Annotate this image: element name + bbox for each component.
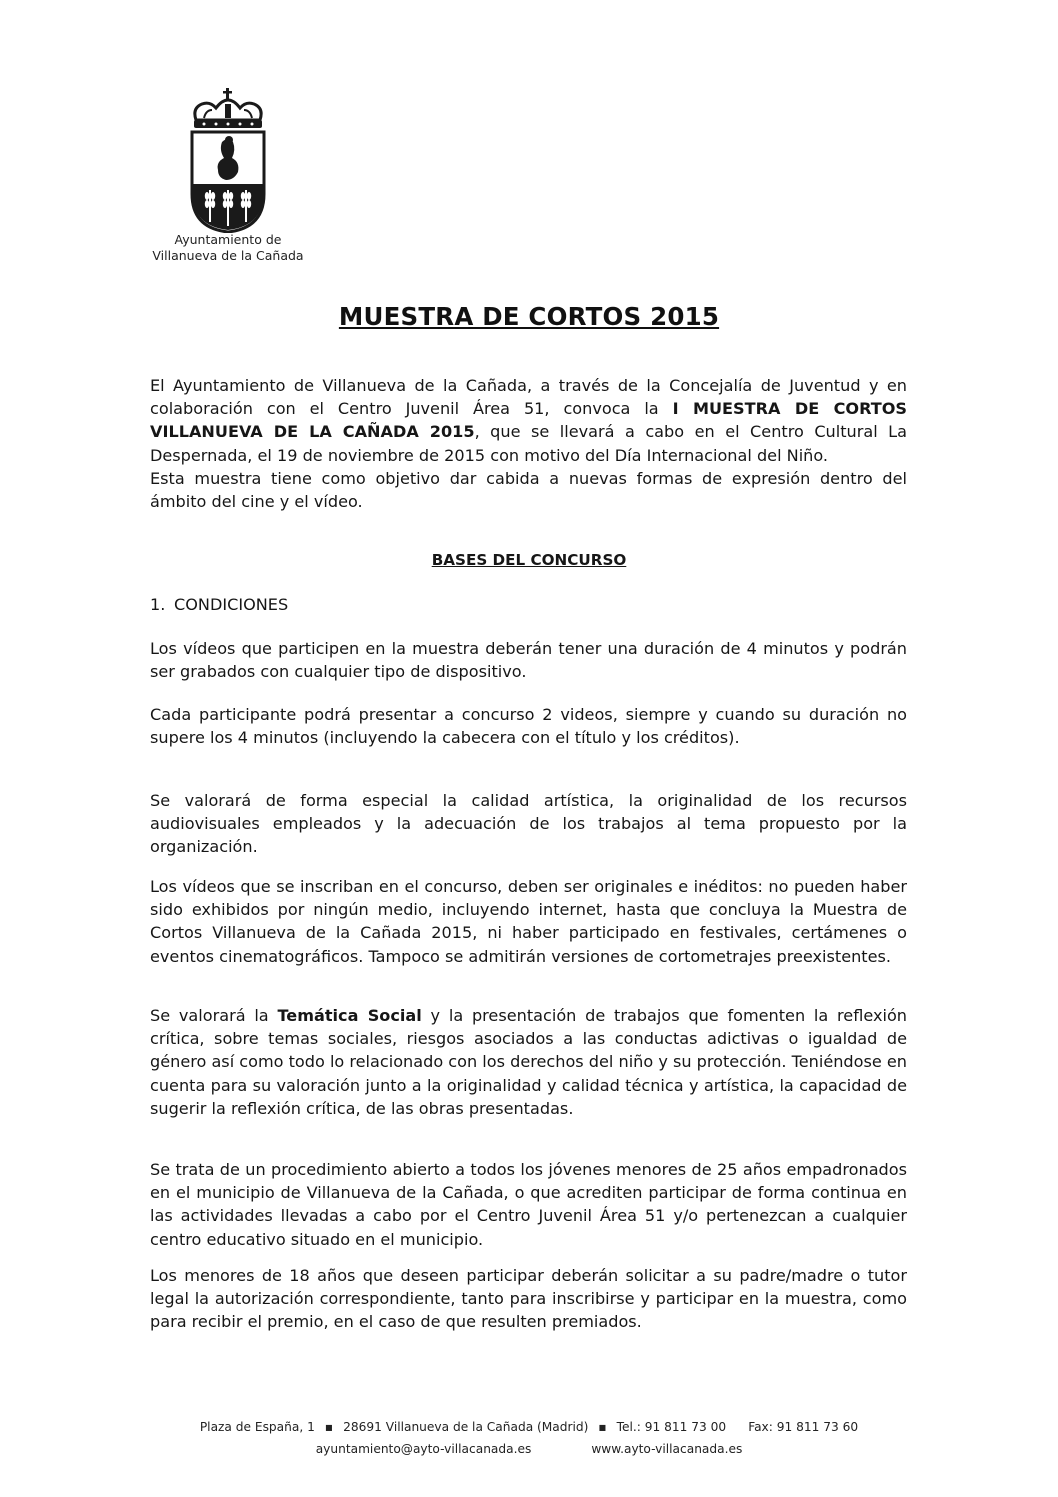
footer-phone: Tel.: 91 811 73 00	[616, 1420, 727, 1434]
paragraph-duration	[150, 637, 907, 683]
paragraph-social-theme-text	[150, 1004, 907, 1120]
paragraph-submissions-text: Cada participante podrá presentar a concurso 2 videos, siempre y cuando su duración no supere los 4 minutos (incluyendo la cabecera con el título y los créditos).	[150, 705, 907, 748]
intro-paragraph	[150, 374, 907, 513]
footer-separator: ▪	[324, 1420, 334, 1434]
footer-website-link[interactable]: www.ayto-villacanada.es	[591, 1442, 743, 1456]
footer-fax: Fax: 91 811 73 60	[748, 1420, 859, 1434]
paragraph-evaluation	[150, 789, 907, 859]
paragraph-evaluation-text: Se valorará de forma especial la calidad artística, la originalidad de los recursos audiovisuales empleados y la adecuación de los trabajos al tema propuesto por la organización.	[150, 791, 907, 857]
document-title: MUESTRA DE CORTOS 2015	[338, 302, 720, 331]
footer-contact-line	[0, 1420, 1058, 1434]
paragraph-eligibility	[150, 1158, 907, 1251]
section-number: 1.	[150, 595, 166, 614]
footer-address1: Plaza de España, 1	[199, 1420, 315, 1434]
paragraph-minors	[150, 1264, 907, 1334]
footer-web-line	[0, 1442, 1058, 1456]
paragraph-eligibility-text: Se trata de un procedimiento abierto a todos los jóvenes menores de 25 años empadronados en el municipio de Villanueva de la Cañada, o que acrediten participar de forma continua en las actividades llevadas a cabo por el Centro Juvenil Área 51 y/o pertenezcan a cualquier centro educativo situado en el municipio.	[150, 1160, 907, 1249]
organization-caption	[140, 232, 316, 264]
intro-text	[150, 374, 907, 467]
social-theme-part1: Se valorará la	[150, 1006, 278, 1025]
paragraph-minors-text: Los menores de 18 años que deseen participar deberán solicitar a su padre/madre o tutor legal la autorización correspondiente, tanto para inscribirse y participar en la muestra, como para recibir el premio, en el caso de que resulten premiados.	[150, 1266, 907, 1332]
intro-objective: Esta muestra tiene como objetivo dar cabida a nuevas formas de expresión dentro del ámbito del cine y el vídeo.	[150, 468, 907, 512]
paragraph-social-theme	[150, 1004, 907, 1120]
footer-address2: 28691 Villanueva de la Cañada (Madrid)	[343, 1420, 589, 1434]
organization-line2: Villanueva de la Cañada	[152, 248, 304, 263]
footer-email-link[interactable]: ayuntamiento@ayto-villacanada.es	[315, 1442, 532, 1456]
intro-part2: , que se llevará a cabo en el Centro Cultural La Despernada, el 19 de noviembre de 2015 con motivo del Día Internacional del Niño.	[150, 422, 908, 465]
coat-of-arms-logo	[186, 88, 270, 233]
section-title: CONDICIONES	[174, 595, 289, 614]
bases-heading: BASES DEL CONCURSO	[431, 551, 627, 569]
intro-event-name: I MUESTRA DE CORTOS VILLANUEVA DE LA CAÑADA 2015	[150, 399, 907, 442]
footer-separator: ▪	[598, 1420, 607, 1434]
section-heading-conditions	[150, 595, 288, 614]
intro-part1: El Ayuntamiento de Villanueva de la Cañada, a través de la Concejalía de Juventud y en colaboración con el Centro Juvenil Área 51, convoca la	[150, 376, 907, 419]
organization-line1: Ayuntamiento de	[174, 232, 282, 247]
paragraph-originality-text: Los vídeos que se inscriban en el concurso, deben ser originales e inéditos: no pueden haber sido exhibidos por ningún medio, incluyendo internet, hasta que concluya la Muestra de Cortos Villanueva de la Cañada 2015, ni haber participado en festivales, certámenes o eventos cinematográficos. Tampoco se admitirán versiones de cortometrajes preexistentes.	[150, 877, 907, 966]
paragraph-submissions	[150, 703, 907, 749]
social-theme-part2: y la presentación de trabajos que fomenten la reflexión crítica, sobre temas sociales, riesgos asociados a las conductas adictivas o igualdad de género así como todo lo relacionado con los derechos del niño y su protección. Teniéndose en cuenta para su valoración junto a la originalidad y calidad técnica y artística, la capacidad de sugerir la reflexión crítica, de las obras presentadas.	[150, 1006, 907, 1118]
paragraph-originality	[150, 875, 907, 968]
paragraph-duration-text: Los vídeos que participen en la muestra deberán tener una duración de 4 minutos y podrán ser grabados con cualquier tipo de dispositivo.	[150, 639, 907, 682]
social-theme-bold: Temática Social	[277, 1006, 422, 1025]
